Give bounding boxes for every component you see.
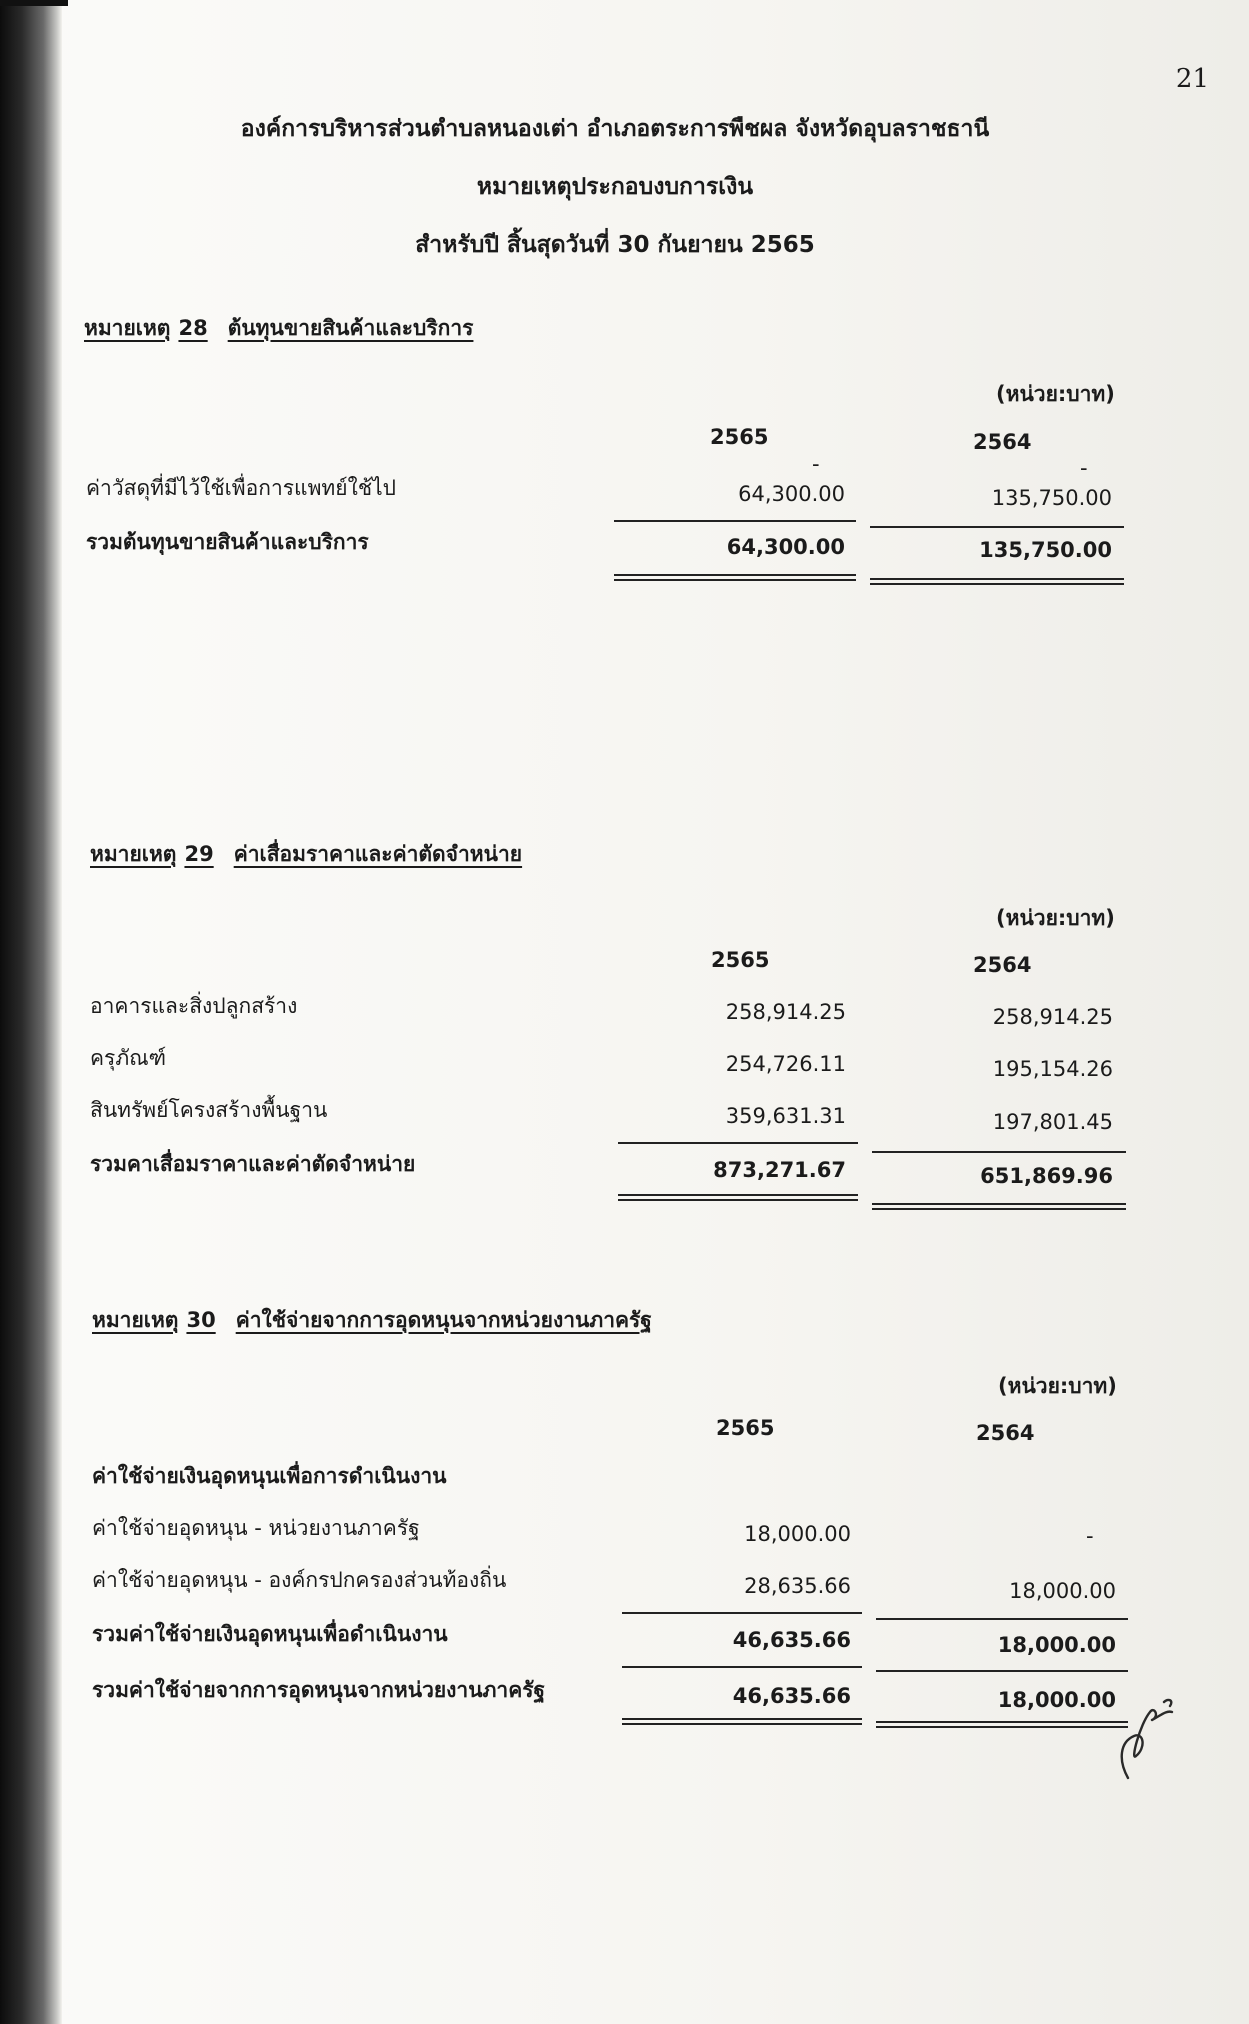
- note-29-subtotal-rule-current: [618, 1142, 858, 1144]
- note-29-row-equipment-current: 254,726.11: [725, 1052, 846, 1076]
- note-30-year-prior: 2564: [976, 1421, 1035, 1445]
- note-29-year-prior: 2564: [973, 953, 1032, 977]
- note-29-total-double-rule-prior: [872, 1203, 1126, 1210]
- note-28-total-double-rule-current: [614, 574, 856, 581]
- note-28-total-current: 64,300.00: [726, 535, 845, 559]
- note-29-row-equipment-label: ครุภัณฑ์: [90, 1046, 167, 1070]
- note-28-total-prior: 135,750.00: [979, 538, 1112, 562]
- note-30-subtotal-rule-current: [622, 1612, 862, 1614]
- note-30-subtotal-rule-prior: [876, 1618, 1128, 1620]
- note-29-row-infrastructure-label: สินทรัพย์โครงสร้างพื้นฐาน: [90, 1098, 328, 1122]
- note-28-total-double-rule-prior: [870, 578, 1124, 585]
- note-title: ค่าเสื่อมราคาและค่าตัดจำหน่าย: [233, 842, 523, 866]
- note-29-total-label: รวมคาเสื่อมราคาและค่าตัดจำหน่าย: [90, 1152, 416, 1176]
- note-30-total-prior: 18,000.00: [997, 1688, 1116, 1712]
- note-29-total-double-rule-current: [618, 1194, 858, 1201]
- scan-corner-mark: [0, 0, 68, 6]
- note-29-row-equipment-prior: 195,154.26: [992, 1057, 1113, 1081]
- note-30-total-rule-prior: [876, 1670, 1128, 1672]
- note-29-year-current: 2565: [711, 948, 770, 972]
- note-29-heading: [90, 838, 522, 871]
- note-29-total-prior: 651,869.96: [980, 1164, 1113, 1188]
- note-prefix: หมายเหตุ: [90, 842, 177, 866]
- note-30-total-double-rule-current: [622, 1718, 862, 1725]
- note-28-subtotal-rule-prior: [870, 526, 1124, 528]
- note-number: 28: [178, 316, 208, 340]
- note-30-row-local-gov-current: 28,635.66: [744, 1574, 851, 1598]
- note-29-subtotal-rule-prior: [872, 1151, 1126, 1153]
- note-29-row-infrastructure-prior: 197,801.45: [992, 1110, 1113, 1134]
- note-30-total-current: 46,635.66: [732, 1684, 851, 1708]
- note-number: 29: [184, 842, 214, 866]
- note-30-row-gov-agency-label: ค่าใช้จ่ายอุดหนุน - หน่วยงานภาครัฐ: [92, 1516, 420, 1540]
- note-30-row-local-gov-prior: 18,000.00: [1009, 1579, 1116, 1603]
- note-30-subtotal-label: รวมค่าใช้จ่ายเงินอุดหนุนเพื่อดำเนินงาน: [92, 1622, 448, 1646]
- note-28-row-label: ค่าวัสดุที่มีไว้ใช้เพื่อการแพทย์ใช้ไป: [86, 476, 396, 500]
- handwritten-signature: [1100, 1690, 1180, 1780]
- scan-binding-shadow: [0, 0, 62, 2024]
- note-30-unit-label: (หน่วย:บาท): [998, 1374, 1117, 1398]
- note-29-total-current: 873,271.67: [713, 1158, 846, 1182]
- note-30-subtotal-prior: 18,000.00: [997, 1633, 1116, 1657]
- note-30-total-double-rule-prior: [876, 1721, 1128, 1728]
- note-28-row-prior: 135,750.00: [991, 486, 1112, 510]
- organization-name: องค์การบริหารส่วนตำบลหนองเต่า อำเภอตระการพืชผล จังหวัดอุบลราชธานี: [240, 116, 990, 142]
- note-29-row-infrastructure-current: 359,631.31: [725, 1104, 846, 1128]
- page-number: 21: [1175, 64, 1209, 94]
- note-28-heading: [84, 312, 473, 345]
- note-30-year-current: 2565: [716, 1416, 775, 1440]
- note-prefix: หมายเหตุ: [92, 1308, 179, 1332]
- note-28-total-label: รวมต้นทุนขายสินค้าและบริการ: [86, 530, 369, 554]
- note-30-total-rule-current: [622, 1666, 862, 1668]
- note-30-heading: [92, 1304, 652, 1337]
- note-30-subtotal-current: 46,635.66: [732, 1628, 851, 1652]
- document-title: หมายเหตุประกอบงบการเงิน: [476, 174, 754, 200]
- note-28-dash-prior: -: [1080, 456, 1088, 480]
- note-30-row-local-gov-label: ค่าใช้จ่ายอุดหนุน - องค์กรปกครองส่วนท้องถิ่น: [92, 1568, 507, 1592]
- note-28-dash-current: -: [812, 452, 820, 476]
- note-30-row-gov-agency-prior: -: [1086, 1524, 1094, 1548]
- note-29-row-buildings-label: อาคารและสิ่งปลูกสร้าง: [90, 994, 298, 1018]
- note-30-group-heading: ค่าใช้จ่ายเงินอุดหนุนเพื่อการดำเนินงาน: [92, 1464, 447, 1488]
- note-title: ค่าใช้จ่ายจากการอุดหนุนจากหน่วยงานภาครัฐ: [235, 1308, 652, 1332]
- note-30-row-gov-agency-current: 18,000.00: [744, 1522, 851, 1546]
- note-28-unit-label: (หน่วย:บาท): [996, 382, 1115, 406]
- note-29-unit-label: (หน่วย:บาท): [996, 906, 1115, 930]
- note-prefix: หมายเหตุ: [84, 316, 171, 340]
- note-28-year-current: 2565: [710, 425, 769, 449]
- note-number: 30: [186, 1308, 216, 1332]
- note-28-subtotal-rule-current: [614, 520, 856, 522]
- period-statement: สำหรับปี สิ้นสุดวันที่ 30 กันยายน 2565: [415, 232, 815, 258]
- note-28-row-current: 64,300.00: [738, 482, 845, 506]
- note-30-total-label: รวมค่าใช้จ่ายจากการอุดหนุนจากหน่วยงานภาครัฐ: [92, 1678, 546, 1702]
- note-28-year-prior: 2564: [973, 430, 1032, 454]
- note-29-row-buildings-prior: 258,914.25: [992, 1005, 1113, 1029]
- document-header: [150, 100, 1080, 274]
- note-title: ต้นทุนขายสินค้าและบริการ: [227, 316, 474, 340]
- note-29-row-buildings-current: 258,914.25: [725, 1000, 846, 1024]
